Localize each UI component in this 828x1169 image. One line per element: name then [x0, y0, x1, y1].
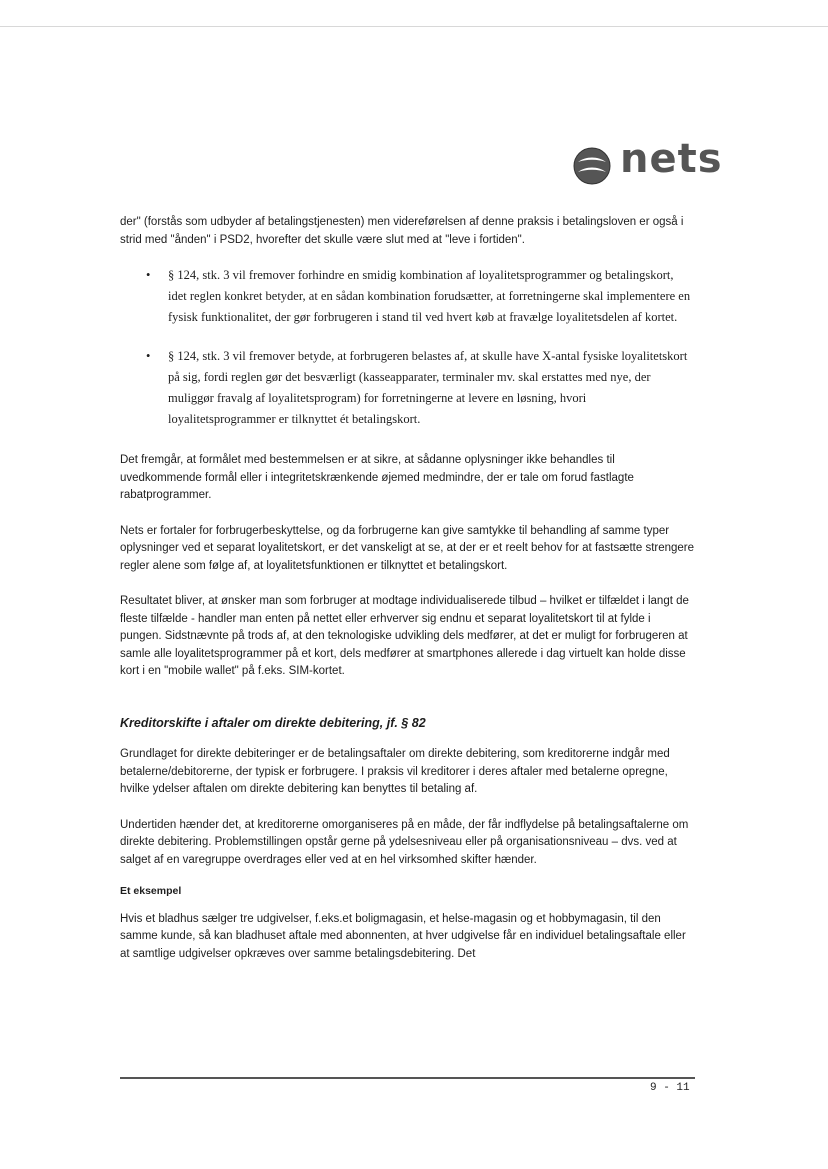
- bullet-text: § 124, stk. 3 vil fremover forhindre en smidig kombination af loyalitetsprogrammer og betalingskort, idet reglen konkret betyder, at en sådan kombination forudsætter, at forretningerne skal implementere en fysisk funktionalitet, der gør forbrugeren i stand til ved hvert køb at fravælge loyalitetsdelen af kortet.: [168, 268, 691, 324]
- bullet-item: [120, 265, 695, 328]
- subheading: Et eksempel: [120, 885, 182, 897]
- document-body: [120, 214, 695, 963]
- paragraph: Grundlaget for direkte debiteringer er de betalingsaftaler om direkte debitering, som kreditorerne indgår med betalerne/debitorerne, der typisk er forbrugere. I praksis vil kreditorer i deres aftaler med betalerne opregne, hvilke ydelser aftalen om direkte debitering kan benyttes til betaling af.: [120, 748, 670, 795]
- paragraph: Resultatet bliver, at ønsker man som forbruger at modtage individualiserede tilbud – hvilket er tilfældet i langt de fleste tilfælde - handler man enten på nettet eller erhverver sig endnu et separat loyalitetskort til at fylde i pungen. Sidstnævnte på trods af, at den teknologiske udvikling dels medfører, at det er muligt for forbrugeren at samle alle loyalitetsprogrammer på et kort, dels medfører at smartphones allerede i dag virtuelt kan holde disse kort i en "mobile wallet" på f.eks. SIM-kortet.: [120, 595, 689, 677]
- bullet-item: [120, 346, 695, 430]
- bullet-marker: •: [146, 349, 151, 363]
- paragraph: Hvis et bladhus sælger tre udgivelser, f.eks.et boligmagasin, et helse-magasin og et hobbymagasin, til den samme kunde, så kan bladhuset aftale med abonnenten, at hver udgivelse får en individuel betalingsaftale eller at samtlige udgivelser opkræves over samme betalingsdebitering. Det: [120, 912, 686, 960]
- paragraph: Det fremgår, at formålet med bestemmelsen er at sikre, at sådanne oplysninger ikke behandles til uvedkommende formål eller i integritetskrænkende øjemed medmindre, der er tale om forud fastlagte rabatprogrammer.: [120, 454, 634, 501]
- section-heading: Kreditorskifte i aftaler om direkte debitering, jf. § 82: [120, 715, 426, 730]
- bullet-list: [120, 265, 695, 430]
- nets-logo-icon: [572, 146, 612, 186]
- footer-rule: [120, 1077, 695, 1079]
- paragraph: Nets er fortaler for forbrugerbeskyttelse, og da forbrugerne kan give samtykke til behandling af samme typer oplysninger ved et separat loyalitetskort, er det vanskeligt at se, at der er et reelt behov for at fastsætte strengere regler alene som følge af, at loyalitetsfunktionen er tilknyttet et betalingskort.: [120, 524, 695, 572]
- bullet-text: § 124, stk. 3 vil fremover betyde, at forbrugeren belastes af, at skulle have X-antal fysiske loyalitetskort på sig, fordi reglen gør det besværligt (kasseapparater, terminaler mv. skal erstattes med nye, der muliggør fravalg af loyalitetsprogram) for forretningerne at levere en løsning, hvori loyalitetsprogrammer er tilknyttet ét betalingskort.: [168, 349, 688, 426]
- paragraph-intro: der" (forstås som udbyder af betalingstjenesten) men videreførelsen af denne praksis i betalingsloven er også i strid med "ånden" i PSD2, hvorefter det skulle være slut med at "leve i fortiden".: [120, 216, 684, 246]
- nets-logo: [572, 136, 723, 192]
- logo-wordmark: nets: [620, 136, 723, 182]
- page-number: 9 - 11: [650, 1082, 690, 1094]
- paragraph: Undertiden hænder det, at kreditorerne omorganiseres på en måde, der får indflydelse på betalingsaftalerne om direkte debitering. Problemstillingen opstår gerne på ydelsesniveau eller på organisationsniveau – dvs. ved at salget af en varegruppe overdrages eller ved at en hel virksomhed skifter hænder.: [120, 818, 689, 866]
- top-scan-line: [0, 26, 828, 27]
- bullet-marker: •: [146, 268, 151, 282]
